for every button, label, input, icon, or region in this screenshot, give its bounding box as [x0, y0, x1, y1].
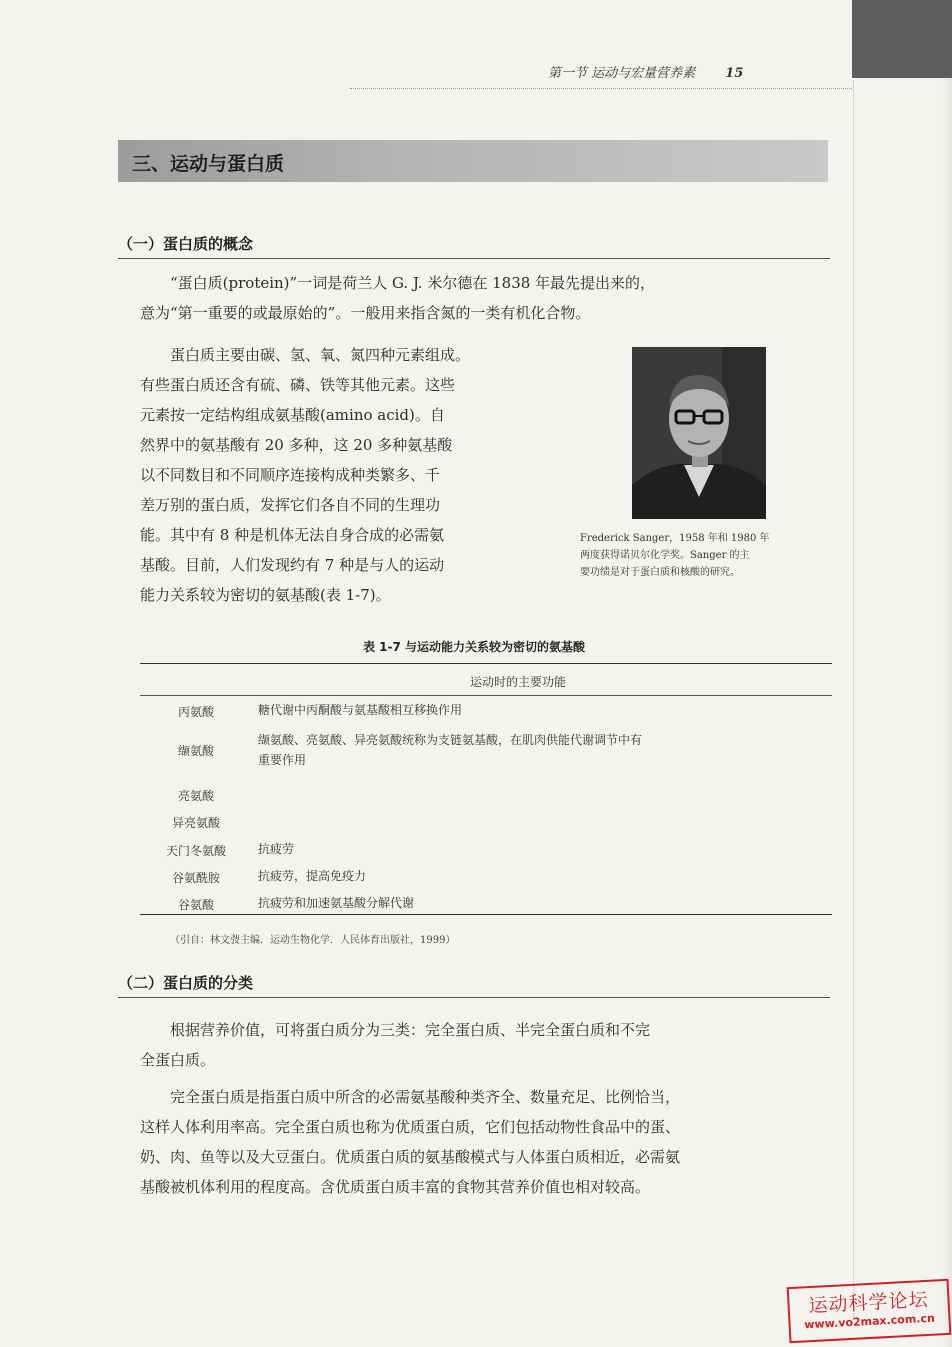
table-cell-name: 缬氨酸	[177, 744, 214, 758]
table-cell-name: 天门冬氨酸	[165, 844, 226, 858]
function-line: 抗疲劳和加速氨基酸分解代谢	[258, 896, 415, 910]
table-cell-function	[258, 730, 832, 770]
table-title: 表 1-7 与运动能力关系较为密切的氨基酸	[362, 640, 586, 654]
table-column-header: 运动时的主要功能	[470, 675, 567, 689]
sanger-portrait-photo	[632, 347, 766, 519]
subsection-heading-concept: （一）蛋白质的概念	[118, 233, 830, 259]
table-cell-function	[258, 700, 832, 720]
caption-line: 两度获得诺贝尔化学奖。Sanger 的主	[580, 550, 750, 561]
table-cell-name: 谷氨酸	[177, 898, 214, 912]
text-line: 能。其中有 8 种是机体无法自身合成的必需氨	[140, 526, 445, 544]
subsection-heading-classification: （二）蛋白质的分类	[118, 972, 830, 998]
function-line: 抗疲劳，提高免疫力	[258, 869, 367, 883]
table-cell-function	[258, 893, 832, 913]
page-edge-strip	[852, 78, 952, 1347]
table-top-rule	[140, 663, 832, 664]
section-heading-bar	[118, 140, 828, 182]
figure-caption	[580, 530, 830, 581]
page-edge-dotted-line	[853, 80, 854, 1320]
concept-paragraph-2	[140, 340, 570, 610]
section-title: 三、运动与蛋白质	[132, 153, 285, 175]
text-line: 奶、肉、鱼等以及大豆蛋白。优质蛋白质的氨基酸模式与人体蛋白质相近，必需氨	[140, 1148, 681, 1166]
text-line: 全蛋白质。	[140, 1051, 216, 1069]
text-line: 基酸。目前，人们发现约有 7 种是与人的运动	[140, 556, 445, 574]
running-header	[548, 62, 743, 81]
caption-line: 要功绩是对于蛋白质和核酸的研究。	[580, 567, 740, 578]
text-line: 差万别的蛋白质，发挥它们各自不同的生理功	[140, 496, 441, 514]
text-line: 基酸被机体利用的程度高。含优质蛋白质丰富的食物其营养价值也相对较高。	[140, 1178, 651, 1196]
running-header-chapter: 第一节 运动与宏量营养素	[548, 66, 696, 81]
function-line: 抗疲劳	[258, 842, 295, 856]
table-cell-name: 异亮氨酸	[171, 816, 220, 830]
text-line: 蛋白质主要由碳、氢、氧、氮四种元素组成。	[170, 346, 471, 364]
table-cell-name: 丙氨酸	[177, 705, 214, 719]
text-line: 以不同数目和不同顺序连接构成种类繁多、千	[140, 466, 441, 484]
function-line: 缬氨酸、亮氨酸、异亮氨酸统称为支链氨基酸，在肌肉供能代谢调节中有	[258, 733, 643, 747]
table-cell-function	[258, 839, 832, 859]
watermark-url: www.vo2max.com.cn	[804, 1311, 936, 1332]
header-rule	[350, 88, 852, 89]
watermark-stamp	[787, 1279, 952, 1343]
page-edge-tab	[852, 0, 952, 78]
text-line: 完全蛋白质是指蛋白质中所含的必需氨基酸种类齐全、数量充足、比例恰当，	[170, 1088, 681, 1106]
text-line: 元素按一定结构组成氨基酸(amino acid)。自	[140, 406, 445, 424]
table-cell-name: 谷氨酰胺	[171, 871, 220, 885]
caption-line: Frederick Sanger，1958 年和 1980 年	[580, 533, 770, 544]
text-line: 有些蛋白质还含有硫、磷、铁等其他元素。这些	[140, 376, 456, 394]
text-line: 然界中的氨基酸有 20 多种，这 20 多种氨基酸	[140, 436, 453, 454]
watermark-title: 运动科学论坛	[808, 1288, 930, 1318]
table-cell-name: 亮氨酸	[177, 789, 214, 803]
table-cell-function	[258, 866, 832, 886]
text-line: 能力关系较为密切的氨基酸(表 1-7)。	[140, 586, 391, 604]
table-source: （引自：林文弢主编．运动生物化学．人民体育出版社，1999）	[170, 935, 456, 946]
concept-paragraph-1	[140, 268, 830, 328]
text-line: 这样人体利用率高。完全蛋白质也称为优质蛋白质，它们包括动物性食品中的蛋、	[140, 1118, 681, 1136]
table-header-rule	[140, 695, 832, 696]
page-number: 15	[725, 66, 744, 81]
function-line: 糖代谢中丙酮酸与氨基酸相互移换作用	[258, 703, 463, 717]
text-line: “蛋白质(protein)”一词是荷兰人 G. J. 米尔德在 1838 年最先提出来的，	[170, 274, 656, 292]
table-bottom-rule	[140, 914, 832, 915]
classification-paragraph-2	[140, 1082, 840, 1202]
function-line: 重要作用	[258, 753, 307, 767]
classification-paragraph-1	[140, 1015, 830, 1075]
text-line: 根据营养价值，可将蛋白质分为三类：完全蛋白质、半完全蛋白质和不完	[170, 1021, 651, 1039]
text-line: 意为“第一重要的或最原始的”。一般用来指含氮的一类有机化合物。	[140, 304, 591, 322]
